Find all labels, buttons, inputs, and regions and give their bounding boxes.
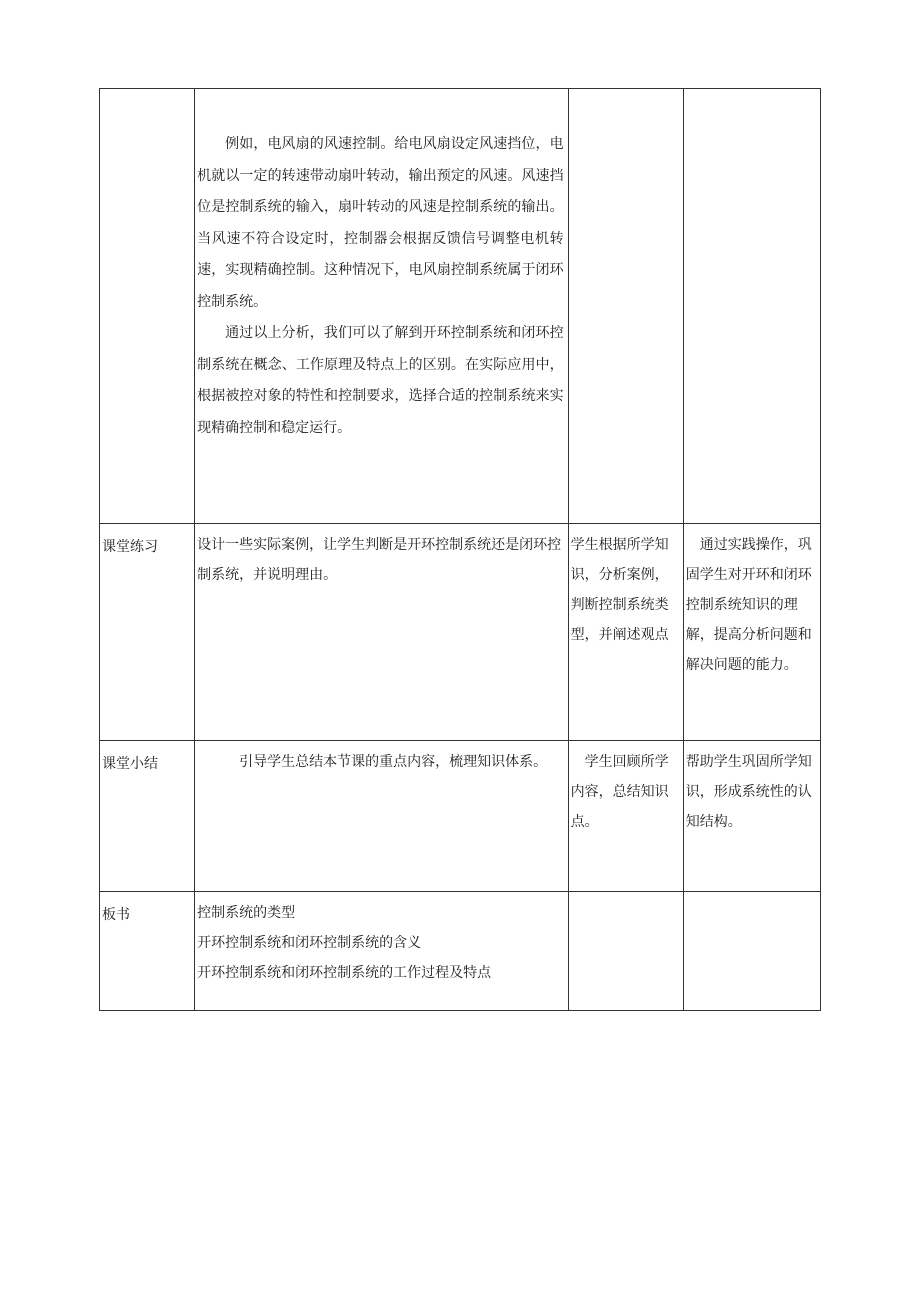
lesson-plan-table: [99, 88, 821, 1011]
student-activity-cell: 学生回顾所学内容，总结知识点。: [568, 741, 683, 892]
stage-label-cell: 板书: [100, 892, 195, 1011]
table-row: [100, 89, 821, 524]
student-activity-cell: 学生根据所学知识，分析案例，判断控制系统类型，并阐述观点: [568, 524, 683, 741]
stage-label-cell: 课堂练习: [100, 524, 195, 741]
teaching-content-cell: 设计一些实际案例，让学生判断是开环控制系统还是闭环控制系统，并说明理由。: [195, 524, 569, 741]
table-row: [100, 741, 821, 892]
design-purpose-cell: 帮助学生巩固所学知识，形成系统性的认知结构。: [683, 741, 820, 892]
teaching-content-cell: 引导学生总结本节课的重点内容，梳理知识体系。: [195, 741, 569, 892]
stage-label-cell: 课堂小结: [100, 741, 195, 892]
board-line: 开环控制系统和闭环控制系统的含义: [197, 935, 422, 951]
stage-label-cell: [100, 89, 195, 524]
design-purpose-cell: [683, 89, 820, 524]
teaching-content-cell: [195, 892, 569, 1011]
content-paragraph: 通过以上分析，我们可以了解到开环控制系统和闭环控制系统在概念、工作原理及特点上的区别。在实际应用中，根据被控对象的特性和控制要求，选择合适的控制系统来实现精确控制和稳定运行。: [197, 325, 564, 436]
design-purpose-cell: 通过实践操作，巩固学生对开环和闭环控制系统知识的理解，提高分析问题和解决问题的能力。: [683, 524, 820, 741]
student-activity-cell: [568, 89, 683, 524]
board-line: 开环控制系统和闭环控制系统的工作过程及特点: [197, 965, 492, 981]
board-line: 控制系统的类型: [197, 905, 296, 921]
content-paragraph: 例如，电风扇的风速控制。给电风扇设定风速挡位，电机就以一定的转速带动扇叶转动，输出预定的风速。风速挡位是控制系统的输入，扇叶转动的风速是控制系统的输出。当风速不符合设定时，控制器会根据反馈信号调整电机转速，实现精确控制。这种情况下，电风扇控制系统属于闭环控制系统。: [197, 136, 564, 310]
design-purpose-cell: [683, 892, 820, 1011]
table-row: [100, 892, 821, 1011]
student-activity-cell: [568, 892, 683, 1011]
table-row: [100, 524, 821, 741]
teaching-content-cell: [195, 89, 569, 524]
